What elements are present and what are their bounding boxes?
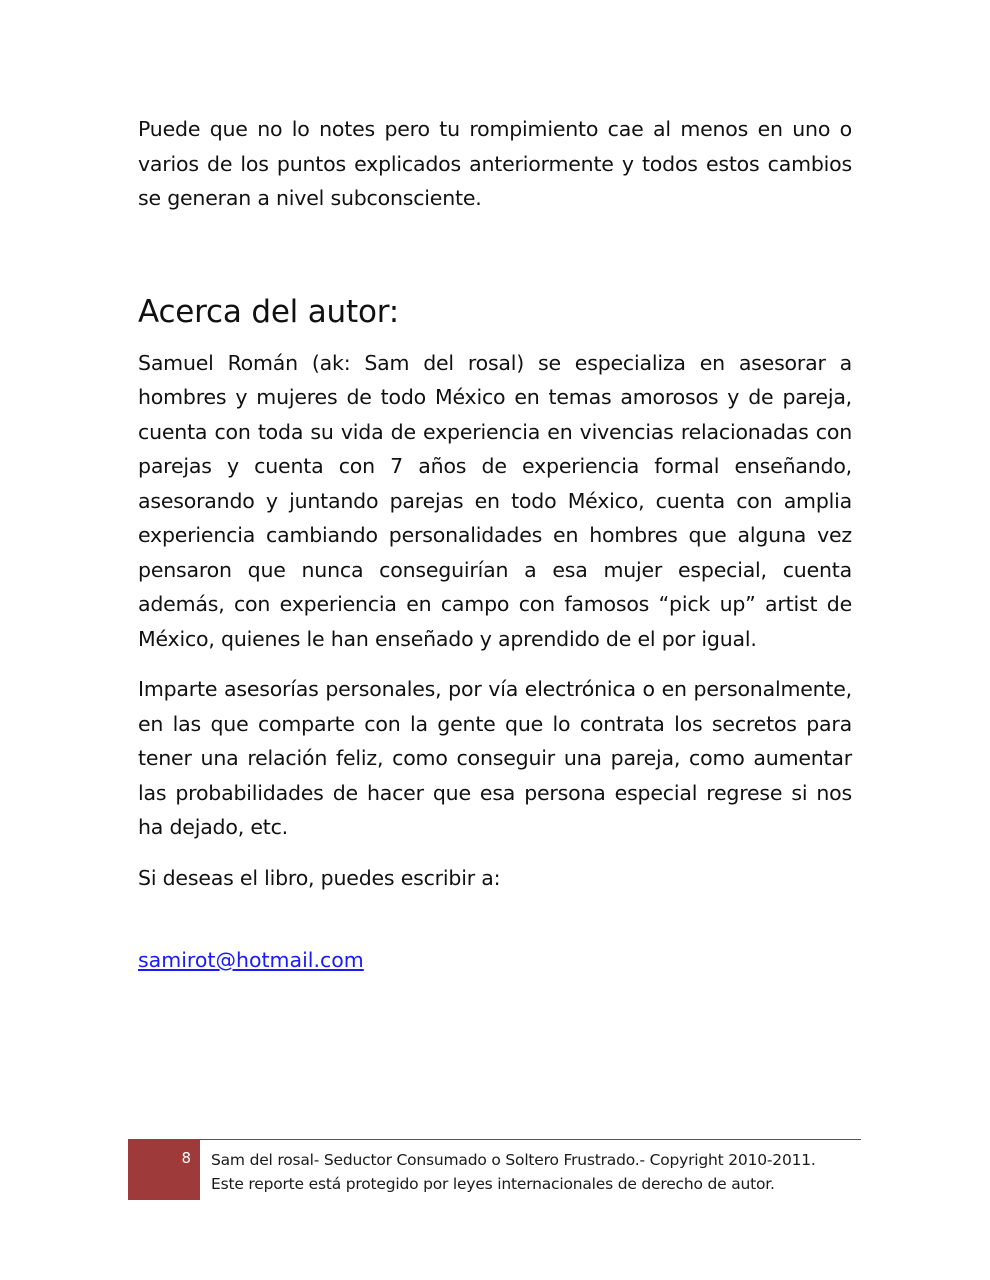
page-content [138,112,852,977]
services-paragraph: Imparte asesorías personales, por vía electrónica o en personalmente, en las que comparte con la gente que lo contrata los secretos para tener una relación feliz, como conseguir una pareja, como aumentar las probabilidades de hacer que esa persona especial regrese si nos ha dejado, etc. [138,677,852,839]
intro-paragraph: Puede que no lo notes pero tu rompimiento cae al menos en uno o varios de los puntos explicados anteriormente y todos estos cambios se generan a nivel subconsciente. [138,117,852,210]
contact-paragraph: Si deseas el libro, puedes escribir a: [138,865,501,890]
page-number: 8 [181,1149,191,1167]
section-heading: Acerca del autor: [138,293,399,330]
footer-text [211,1148,816,1196]
page-number-box [128,1139,200,1200]
author-bio-paragraph: Samuel Román (ak: Sam del rosal) se especializa en asesorar a hombres y mujeres de todo México en temas amorosos y de pareja, cuenta con toda su vida de experiencia en vivencias relacionadas con parejas y cuenta con 7 años de experiencia formal enseñando, asesorando y juntando parejas en todo México, cuenta con amplia experiencia cambiando personalidades en hombres que alguna vez pensaron que nunca conseguirían a esa mujer especial, cuenta además, con experiencia en campo con famosos “pick up” artist de México, quienes le han enseñado y aprendido de el por igual. [138,350,852,651]
footer-line-2: Este reporte está protegido por leyes internacionales de derecho de autor. [211,1175,775,1193]
footer-line-1: Sam del rosal- Seductor Consumado o Soltero Frustrado.- Copyright 2010-2011. [211,1151,816,1169]
footer-divider [200,1139,861,1140]
email-line [138,943,852,977]
page-footer [128,1139,861,1200]
email-link[interactable]: samirot@hotmail.com [138,948,364,972]
